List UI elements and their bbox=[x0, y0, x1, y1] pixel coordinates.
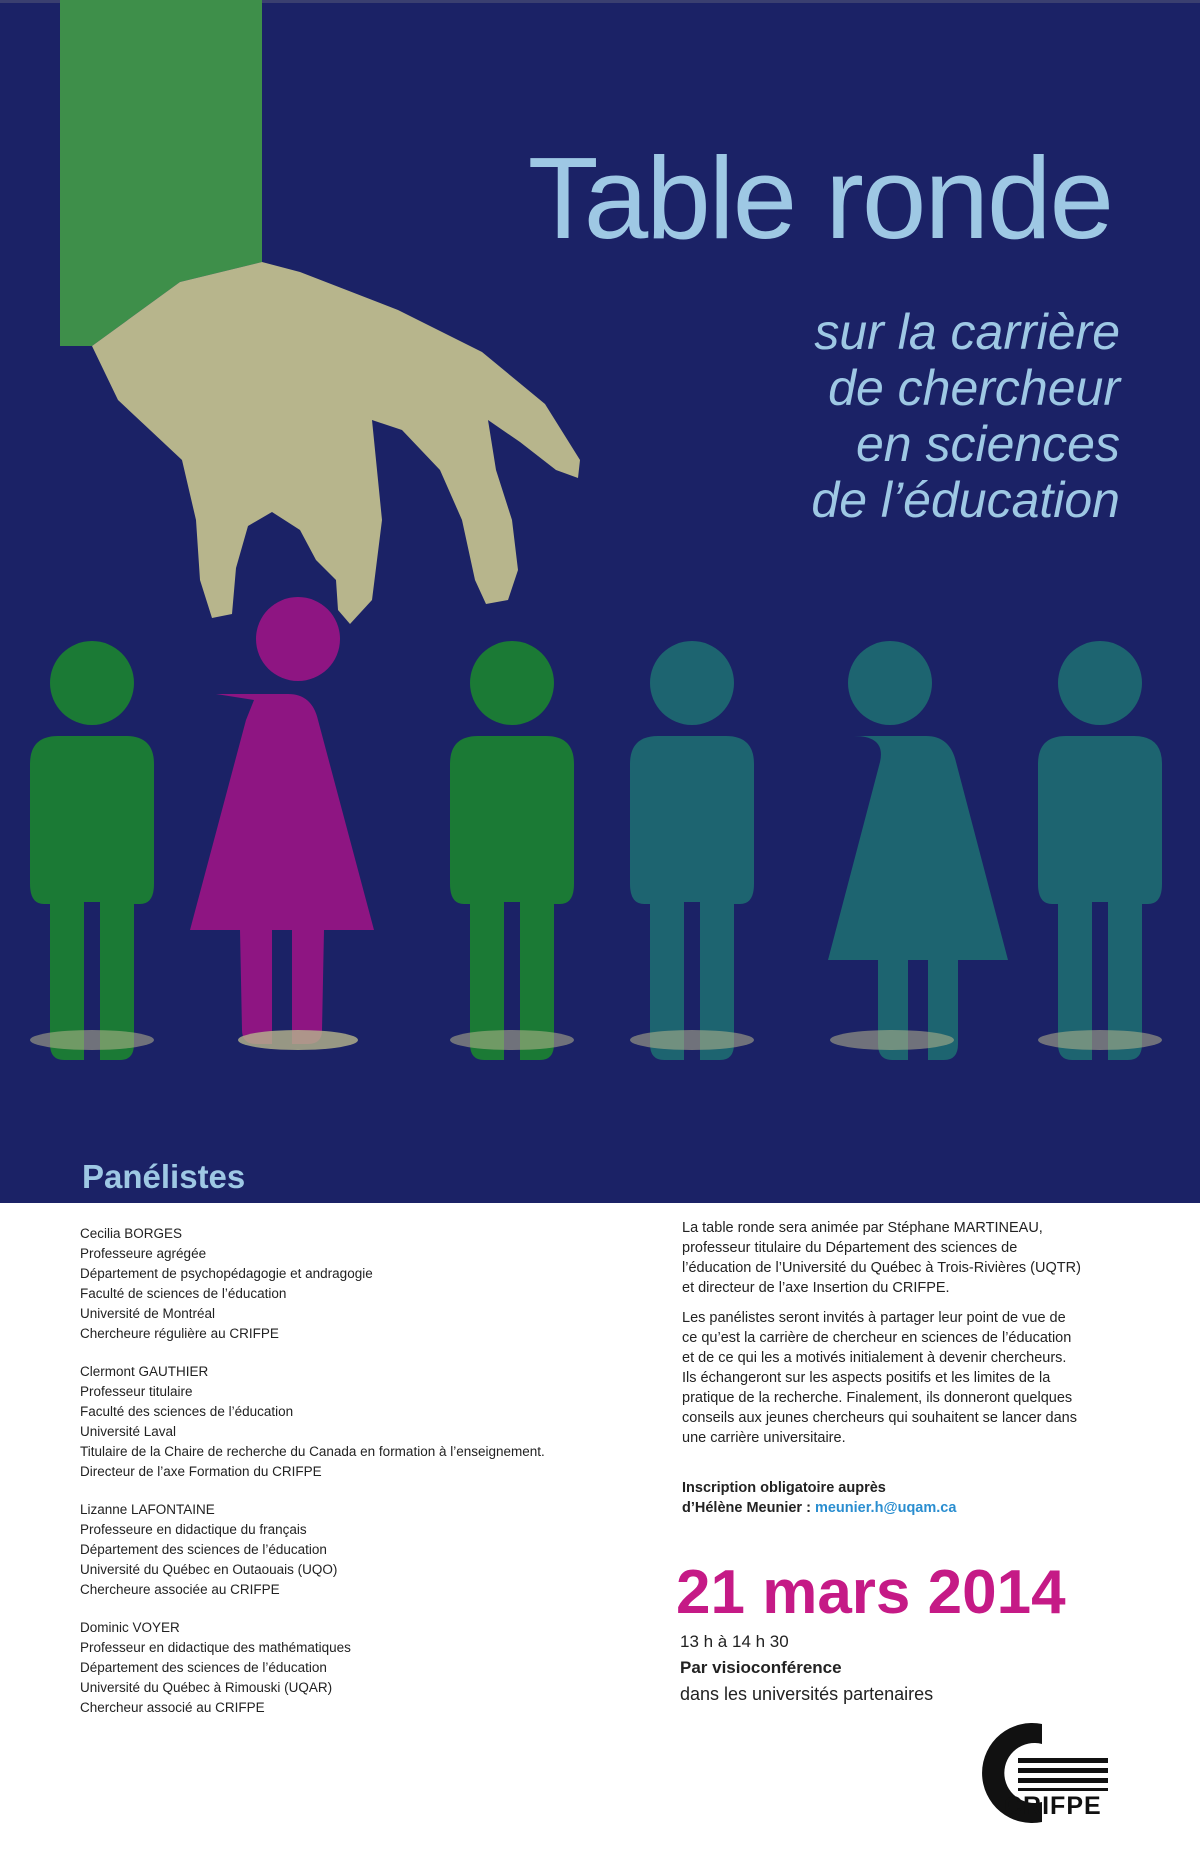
figure-woman-2-icon bbox=[828, 641, 1008, 1060]
panelist-detail: Titulaire de la Chaire de recherche du Canada en formation à l’enseignement. bbox=[80, 1444, 545, 1459]
subtitle-line: en sciences bbox=[855, 416, 1120, 472]
event-mode: Par visioconférence bbox=[680, 1658, 842, 1677]
subtitle-line: de chercheur bbox=[828, 360, 1120, 416]
panelist bbox=[80, 1618, 640, 1718]
inscription-contact: d’Hélène Meunier : bbox=[682, 1500, 815, 1516]
paragraph-line: pratique de la recherche. Finalement, ils donneront quelques bbox=[682, 1390, 1073, 1406]
moderator-paragraph bbox=[682, 1218, 1142, 1298]
panelist-detail: Directeur de l’axe Formation du CRIFPE bbox=[80, 1464, 322, 1479]
crifpe-logo-text: CRIFPE bbox=[1004, 1792, 1102, 1820]
figure-woman-selected-icon bbox=[190, 597, 374, 1050]
panelist-detail: Professeur titulaire bbox=[80, 1384, 193, 1399]
panelist bbox=[80, 1362, 640, 1482]
panelist-name: Lizanne LAFONTAINE bbox=[80, 1502, 215, 1517]
panelist-detail: Université du Québec en Outaouais (UQO) bbox=[80, 1562, 338, 1577]
panelists-list bbox=[80, 1224, 640, 1736]
panelist-detail: Département des sciences de l’éducation bbox=[80, 1542, 327, 1557]
figure-man-4-icon bbox=[1038, 641, 1162, 1060]
paragraph-line: une carrière universitaire. bbox=[682, 1430, 846, 1446]
paragraph-line: Ils échangeront sur les aspects positifs et les limites de la bbox=[682, 1370, 1051, 1386]
panelist-detail: Université du Québec à Rimouski (UQAR) bbox=[80, 1680, 333, 1695]
panelists-heading: Panélistes bbox=[82, 1158, 246, 1195]
panelist-detail: Chercheure régulière au CRIFPE bbox=[80, 1326, 279, 1341]
panelist-detail: Professeure en didactique du français bbox=[80, 1522, 307, 1537]
panelist-detail: Département des sciences de l’éducation bbox=[80, 1660, 327, 1675]
subtitle-line: sur la carrière bbox=[814, 304, 1120, 360]
panelist-name: Cecilia BORGES bbox=[80, 1226, 183, 1241]
paragraph-line: l’éducation de l’Université du Québec à Trois-Rivières (UQTR) bbox=[682, 1260, 1081, 1276]
event-date: 21 mars 2014 bbox=[676, 1558, 1066, 1627]
subtitle-line: de l’éducation bbox=[811, 472, 1120, 528]
paragraph-line: ce qu’est la carrière de chercheur en sciences de l’éducation bbox=[682, 1330, 1072, 1346]
event-description bbox=[682, 1218, 1142, 1518]
panelist-name: Dominic VOYER bbox=[80, 1620, 180, 1635]
panelist bbox=[80, 1500, 640, 1600]
panelist-detail: Professeur en didactique des mathématiques bbox=[80, 1640, 351, 1655]
paragraph-line: et de ce qui les a motivés initialement à devenir chercheurs. bbox=[682, 1350, 1067, 1366]
figure-man-2-icon bbox=[450, 641, 574, 1060]
hand-icon bbox=[92, 262, 580, 624]
panelist-detail: Faculté de sciences de l’éducation bbox=[80, 1286, 287, 1301]
panelist-detail: Université de Montréal bbox=[80, 1306, 216, 1321]
panelist-detail: Professeure agrégée bbox=[80, 1246, 207, 1261]
inscription-notice bbox=[682, 1478, 1142, 1518]
event-time: 13 h à 14 h 30 bbox=[680, 1632, 789, 1651]
event-location: dans les universités partenaires bbox=[680, 1684, 934, 1704]
panelist-detail: Faculté des sciences de l’éducation bbox=[80, 1404, 294, 1419]
email-link[interactable]: meunier.h@uqam.ca bbox=[814, 1500, 957, 1516]
subtitle bbox=[520, 304, 1120, 528]
paragraph-line: conseils aux jeunes chercheurs qui souhaitent se lancer dans bbox=[682, 1410, 1077, 1426]
panelist-detail: Chercheur associé au CRIFPE bbox=[80, 1700, 265, 1715]
panelist bbox=[80, 1224, 640, 1344]
panelist-detail: Chercheure associée au CRIFPE bbox=[80, 1582, 280, 1597]
panelist-name: Clermont GAUTHIER bbox=[80, 1364, 209, 1379]
panelist-detail: Université Laval bbox=[80, 1424, 177, 1439]
inscription-line: Inscription obligatoire auprès bbox=[682, 1480, 886, 1496]
paragraph-line: Les panélistes seront invités à partager leur point de vue de bbox=[682, 1310, 1066, 1326]
paragraph-line: La table ronde sera animée par Stéphane MARTINEAU, bbox=[682, 1220, 1043, 1236]
description-paragraph bbox=[682, 1308, 1142, 1448]
panelist-detail: Département de psychopédagogie et andragogie bbox=[80, 1266, 373, 1281]
figure-man-3-icon bbox=[630, 641, 754, 1060]
page-title: Table ronde bbox=[527, 133, 1112, 263]
paragraph-line: et directeur de l’axe Insertion du CRIFPE. bbox=[682, 1280, 950, 1296]
figure-man-1-icon bbox=[30, 641, 154, 1060]
paragraph-line: professeur titulaire du Département des sciences de bbox=[682, 1240, 1018, 1256]
